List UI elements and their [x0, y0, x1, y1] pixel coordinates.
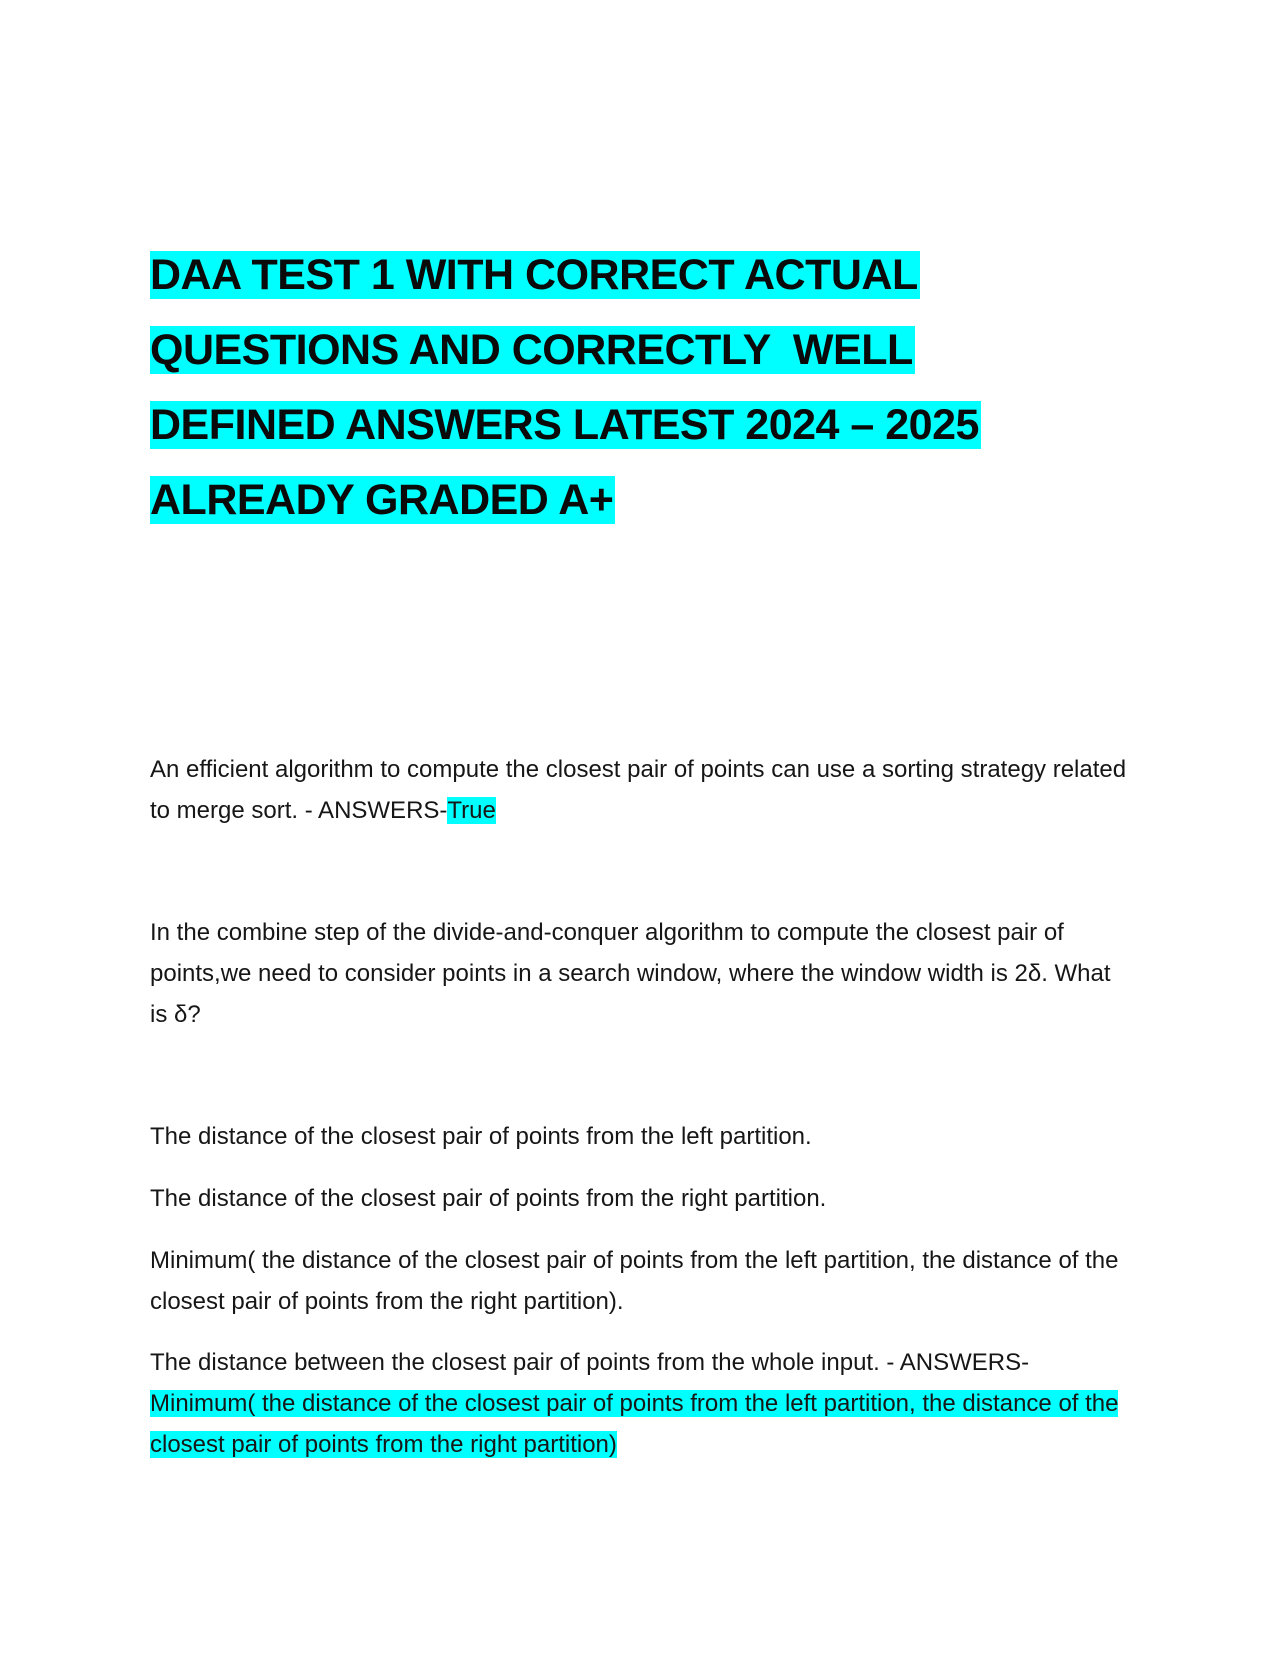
title-line-2: QUESTIONS AND CORRECTLY WELL	[150, 326, 913, 374]
question-2-text: In the combine step of the divide-and-conquer algorithm to compute the closest pair of points,we need to consider points in a search window, where the window width is 2δ. What is δ?	[150, 919, 1111, 1028]
question-2	[150, 912, 1130, 1035]
option-4-text: The distance between the closest pair of points from the whole input. - ANSWERS-	[150, 1349, 1030, 1376]
option-1: The distance of the closest pair of points from the left partition.	[150, 1123, 812, 1150]
question-2-answer: Minimum( the distance of the closest pair of points from the left partition, the distance of the closest pair of points from the right partition)	[150, 1390, 1119, 1458]
option-2: The distance of the closest pair of points from the right partition.	[150, 1185, 827, 1212]
question-1-answer: True	[447, 797, 496, 824]
option-4-with-answer	[150, 1342, 1130, 1465]
title-line-1: DAA TEST 1 WITH CORRECT ACTUAL	[150, 251, 918, 299]
option-3: Minimum( the distance of the closest pair of points from the left partition, the distance of the closest pair of points from the right partition).	[150, 1247, 1119, 1315]
question-1	[150, 749, 1130, 831]
title-line-4: ALREADY GRADED A+	[150, 476, 614, 524]
title-line-3: DEFINED ANSWERS LATEST 2024 – 2025	[150, 401, 979, 449]
document-title	[150, 246, 1110, 546]
question-1-text: An efficient algorithm to compute the closest pair of points can use a sorting strategy related to merge sort. - ANSWERS-	[150, 756, 1127, 824]
